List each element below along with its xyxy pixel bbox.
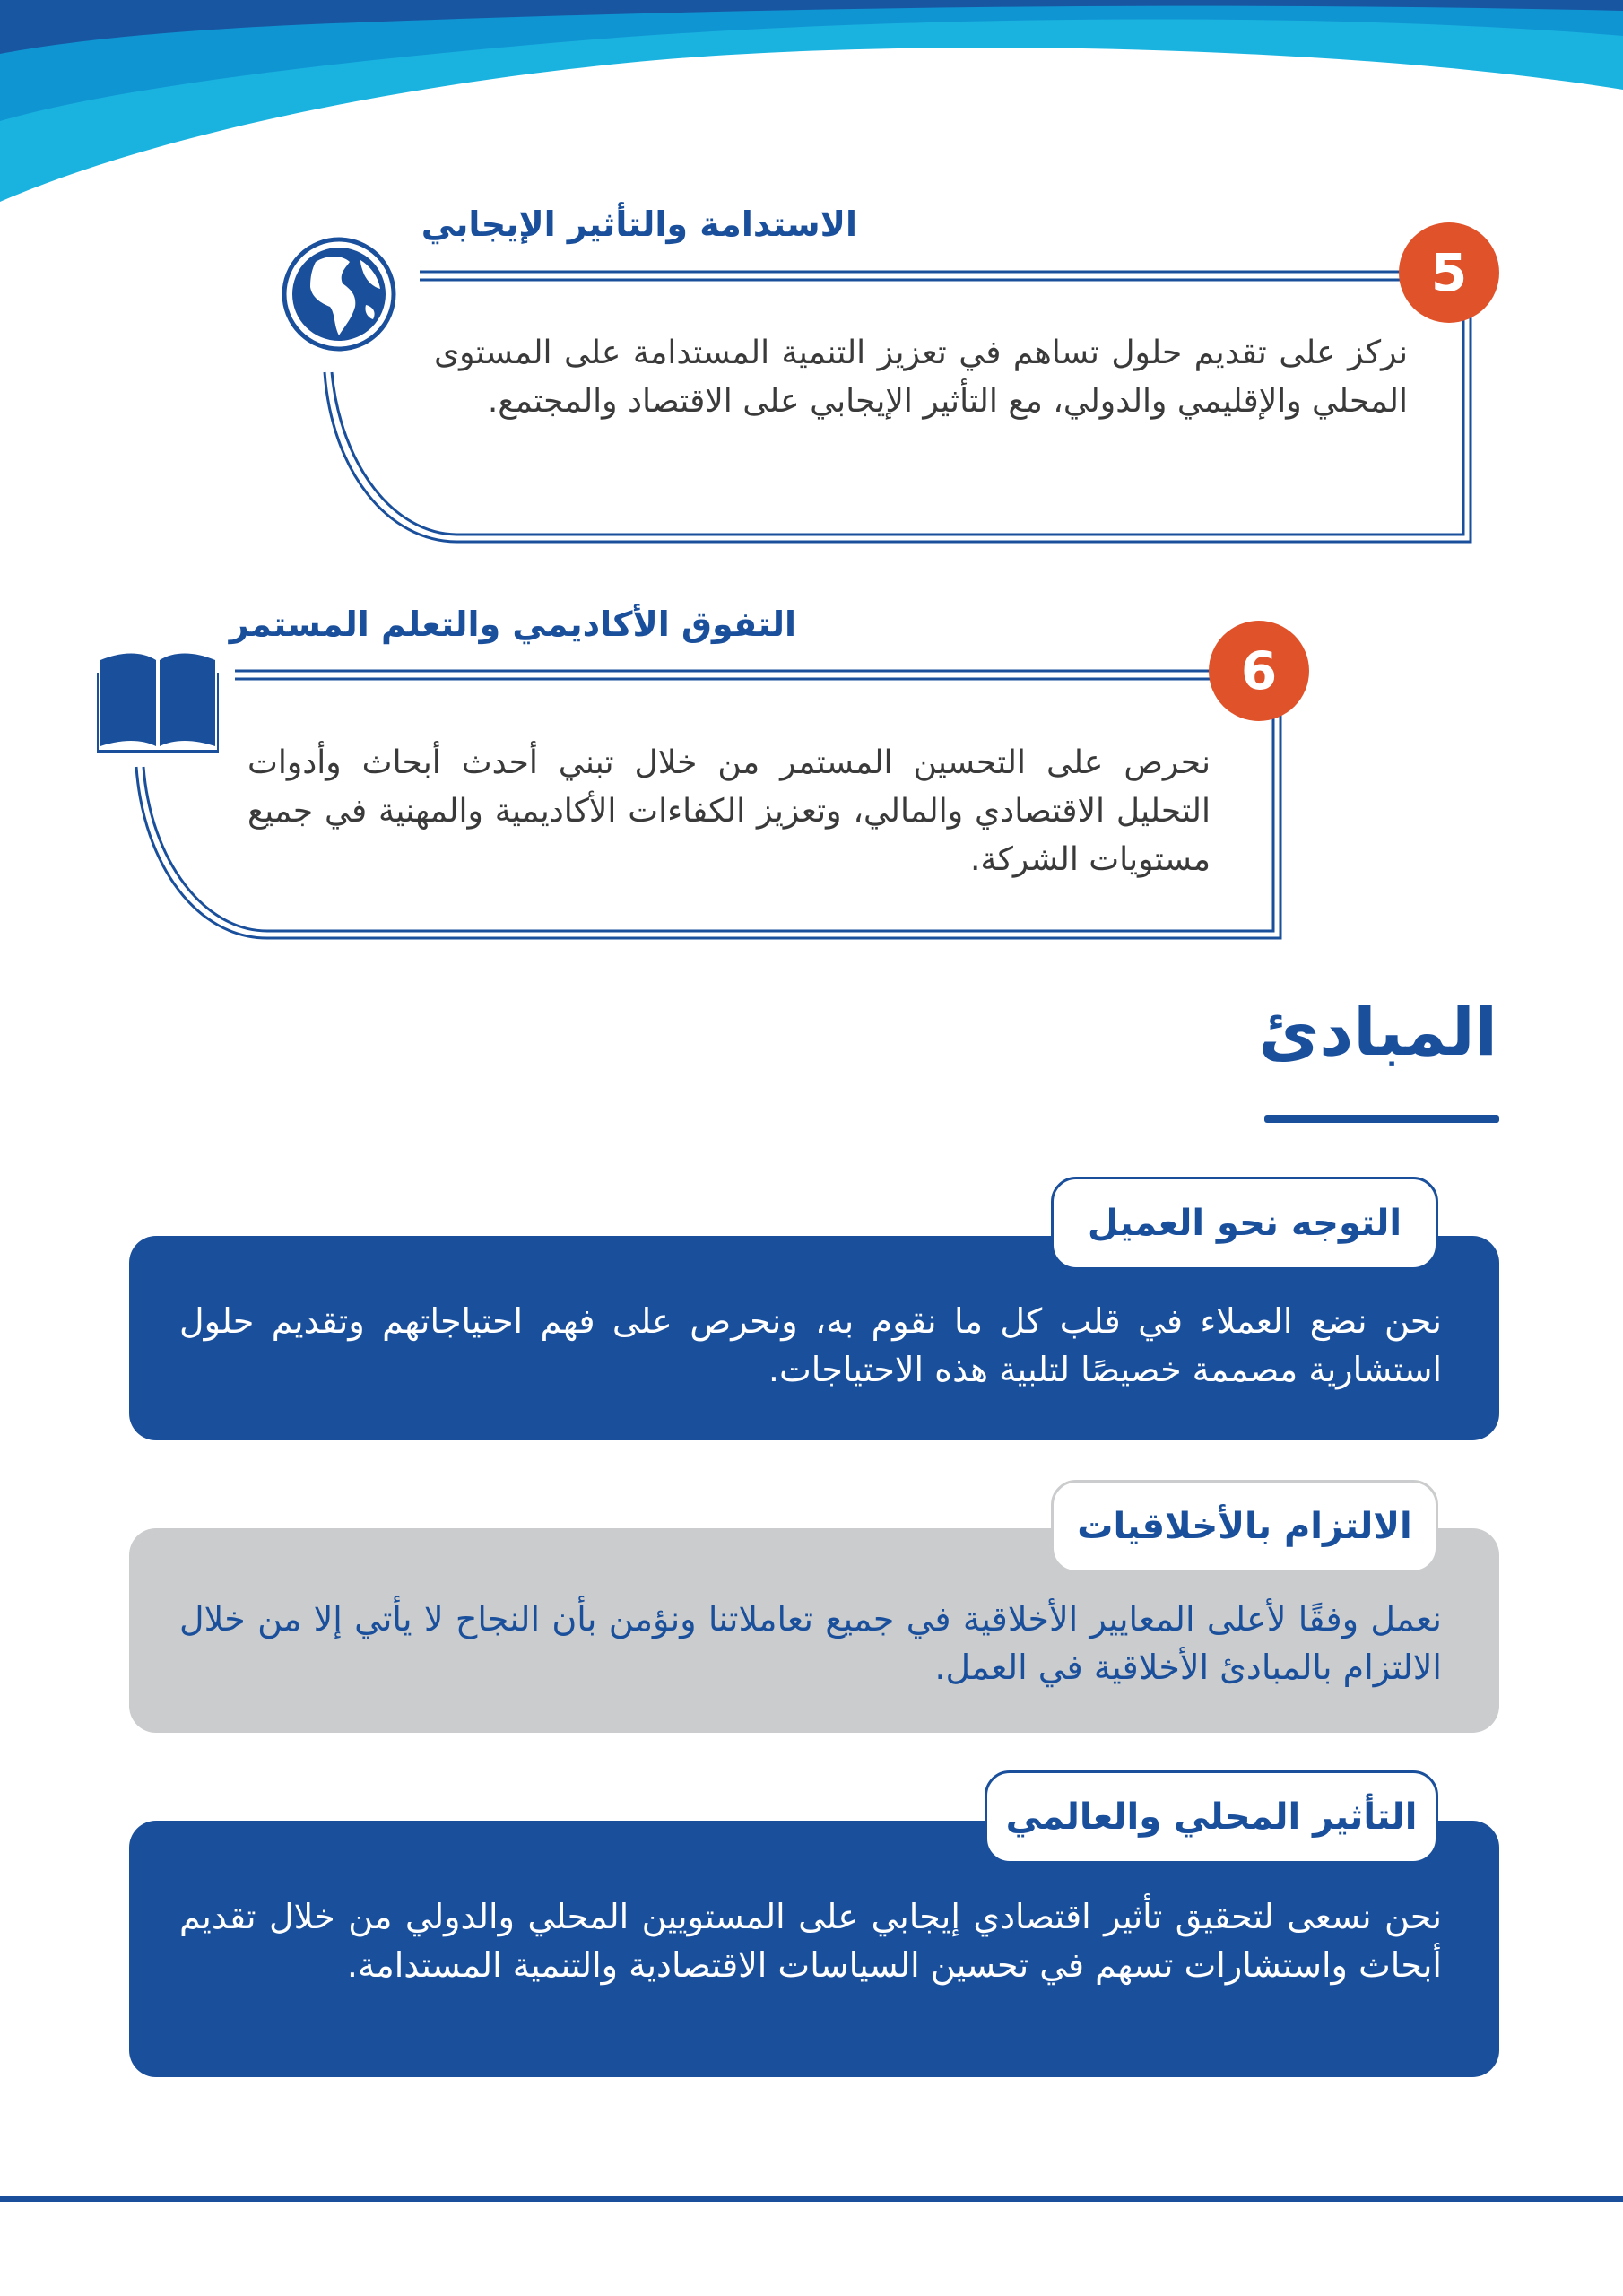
value-title: التفوق الأكاديمي والتعلم المستمر [229, 604, 796, 644]
open-book-icon [97, 646, 219, 753]
principle-card-text: نعمل وفقًا لأعلى المعايير الأخلاقية في جميع تعاملاتنا ونؤمن بأن النجاح لا يأتي إلا من خلال الالتزام بالمبادئ الأخلاقية في العمل. [179, 1599, 1442, 1687]
principle-card-title: الالتزام بالأخلاقيات [1051, 1480, 1438, 1573]
section-title-principles: المبادئ [1258, 994, 1497, 1071]
principle-card-text: نحن نسعى لتحقيق تأثير اقتصادي إيجابي على المستويين المحلي والدولي من خلال تقديم أبحاث واستشارات تسهم في تحسين السياسات الاقتصادية والتنمية المستدامة. [179, 1897, 1442, 1985]
value-title: الاستدامة والتأثير الإيجابي [421, 204, 857, 244]
value-description: نحرص على التحسين المستمر من خلال تبني أحدث أبحاث وأدوات التحليل الاقتصادي والمالي، وتعزيز الكفاءات الأكاديمية والمهنية في جميع مستويات الشركة. [247, 744, 1211, 878]
value-description: نركز على تقديم حلول تساهم في تعزيز التنمية المستدامة على المستوى المحلي والإقليمي والدولي، مع التأثير الإيجابي على الاقتصاد والمجتمع. [434, 335, 1408, 420]
principle-card-title: التأثير المحلي والعالمي [985, 1770, 1438, 1864]
footer-divider [0, 2196, 1623, 2202]
section-title-underline [1264, 1115, 1499, 1123]
value-number-badge: 5 [1399, 222, 1499, 323]
principle-card-text: نحن نضع العملاء في قلب كل ما نقوم به، ونحرص على فهم احتياجاتهم وتقديم حلول استشارية مصممة خصيصًا لتلبية هذه الاحتياجات. [179, 1301, 1442, 1389]
value-number-badge: 6 [1209, 621, 1309, 721]
principle-card-title: التوجه نحو العميل [1051, 1177, 1438, 1270]
